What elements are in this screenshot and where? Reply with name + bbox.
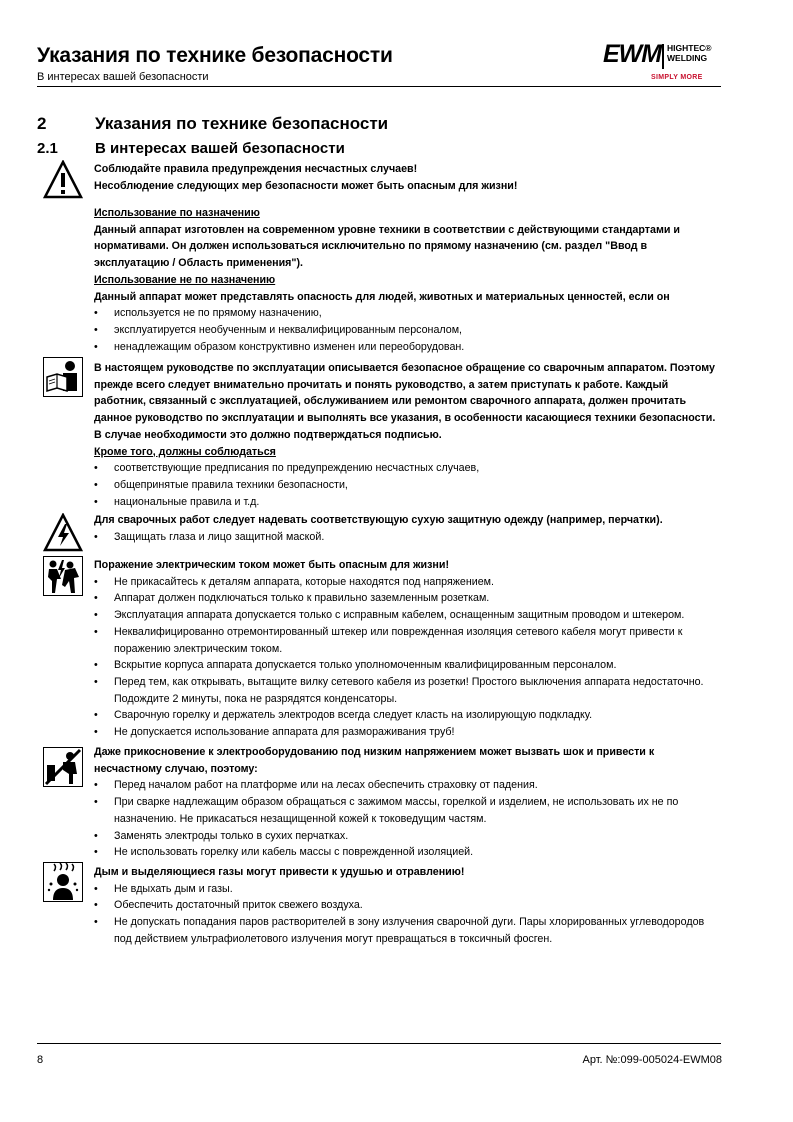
list-item-text: Не использовать горелку или кабель массы с поврежденной изоляцией. (114, 846, 474, 859)
list-item-text: соответствующие предписания по предупреждению несчастных случаев, (114, 462, 480, 475)
page-header-subtitle: В интересах вашей безопасности (37, 71, 209, 83)
list-item: • общепринятые правила техники безопасности, (94, 478, 348, 491)
list-item: • эксплуатируется необученным и неквалифицированным персоналом, (94, 323, 463, 336)
intro-line-2: Несоблюдение следующих мер безопасности может быть опасным для жизни! (94, 179, 518, 192)
ewm-logo (603, 38, 723, 86)
logo-hightec-welding (667, 43, 712, 63)
list-item: • Не вдыхать дым и газы. (94, 882, 233, 895)
usage-text: Данный аппарат изготовлен на современном уровне техники в соответствии с действующими стандартами и нормативами. Он должен использоваться исключительно по прямому назначению (см. раздел "Ввод в эксплуатацию / Область применения"). (94, 223, 680, 270)
fumes-text: Дым и выделяющиеся газы могут привести к удушью и отравлению! (94, 866, 465, 878)
list-item-text: эксплуатируется необученным и неквалифицированным персоналом, (114, 323, 463, 336)
list-item: • Сварочную горелку и держатель электродов всегда следует класть на изолирующую подкладку. (94, 709, 593, 722)
footer-divider (37, 1043, 721, 1044)
list-item: • Защищать глаза и лицо защитной маской. (94, 530, 325, 543)
list-item-text: Не допускать попадания паров растворителей в зону излучения сварочной дуги. Пары хлорированных углеводородов под действием ультрафиолетового излучения могут превращаться в токсичный фосген. (114, 916, 705, 945)
clothing-text: Для сварочных работ следует надевать соответствующую сухую защитную одежду (например, перчатки). (94, 514, 663, 526)
list-item-text: При сварке надлежащим образом обращаться с зажимом массы, горелкой и изделием, не использовать их не по назначению. Не прикасаться незащищенной кожей к токоведущим частям. (114, 796, 679, 825)
page-number: 8 (37, 1054, 44, 1066)
logo-line2: WELDING (667, 53, 708, 63)
list-item: • Не допускать попадания паров растворителей в зону излучения сварочной дуги. Пары хлорированных углеводородов под действием ультрафиолетового излучения могут превращаться в токсичный фосген. (94, 916, 705, 945)
manual-block (94, 360, 722, 510)
list-item-text: национальные правила и т.д. (114, 495, 260, 508)
list-item-text: Перед тем, как открывать, вытащите вилку сетевого кабеля из розетки! Простого выключения аппарата недостаточно. Подождите 2 минуты, пока не разрядятся конденсаторы. (114, 675, 704, 705)
electric-contact-hazard-icon (43, 747, 83, 787)
list-item: • соответствующие предписания по предупреждению несчастных случаев, (94, 462, 480, 475)
list-item: • Не допускается использование аппарата для размораживания труб! (94, 726, 455, 739)
electric-hazard-icon (43, 513, 83, 553)
list-item-text: Заменять электроды только в сухих перчатках. (114, 829, 349, 842)
list-item-text: Сварочную горелку и держатель электродов всегда следует класть на изолирующую подкладку. (114, 709, 593, 722)
list-item: • ненадлежащим образом конструктивно изменен или переоборудован. (94, 340, 465, 353)
manual-text: В настоящем руководстве по эксплуатации описывается безопасное обращение со сварочным аппаратом. Поэтому прежде всего следует внимательно прочитать и понять руководство, а затем приступать к работе. Каждый работник, связанный с эксплуатацией, обслуживанием или ремонтом сварочного аппарата, должен прочитать данное руководство по эксплуатации и выполнять все указания, в особенности касающиеся техники безопасности. В случае необходимости это должно подтверждаться подписью. (94, 362, 716, 441)
intro-line-1: Соблюдайте правила предупреждения несчастных случаев! (94, 163, 418, 175)
list-item: • Обеспечить достаточный приток свежего воздуха. (94, 899, 363, 912)
low-voltage-text: Даже прикосновение к электрооборудованию под низким напряжением может вызвать шок и привести к несчастному случаю, поэтому: (94, 746, 655, 775)
read-manual-icon (43, 357, 83, 397)
section-title: Указания по технике безопасности (95, 114, 389, 133)
list-item: • Заменять электроды только в сухих перчатках. (94, 829, 349, 842)
list-item-text: Не прикасайтесь к деталям аппарата, которые находятся под напряжением. (114, 575, 494, 588)
list-item: • При сварке надлежащим образом обращаться с зажимом массы, горелкой и изделием, не использовать их не по назначению. Не прикасаться незащищенной кожей к токоведущим частям. (94, 796, 679, 825)
low-voltage-block (94, 744, 722, 861)
shock-block (94, 557, 722, 741)
list-item-text: Обеспечить достаточный приток свежего воздуха. (114, 899, 363, 912)
list-item: • Неквалифицированно отремонтированный штекер или поврежденная изоляция сетевого кабеля могут привести к поражению электрическим током. (94, 625, 683, 655)
list-item: • используется не по прямому назначению, (94, 307, 322, 320)
header-divider (37, 86, 721, 87)
list-item: • Вскрытие корпуса аппарата допускается только уполномоченным квалифицированным персоналом. (94, 659, 617, 672)
list-item-text: Эксплуатация аппарата допускается только с исправным кабелем, оснащенным защитным проводом и штекером. (114, 609, 685, 622)
list-item-text: используется не по прямому назначению, (114, 307, 322, 320)
list-item: • национальные правила и т.д. (94, 495, 260, 508)
warning-triangle-icon (43, 160, 83, 200)
logo-line1: HIGHTEC® (667, 43, 712, 53)
page-header-title: Указания по технике безопасности (37, 44, 393, 67)
manual-also: Кроме того, должны соблюдаться (94, 445, 276, 458)
subsection-number: 2.1 (37, 140, 58, 157)
list-item: • Аппарат должен подключаться только к правильно заземленным розеткам. (94, 592, 490, 605)
clothing-block (94, 512, 722, 545)
section-number: 2 (37, 114, 47, 133)
list-item: • Эксплуатация аппарата допускается только с исправным кабелем, оснащенным защитным проводом и штекером. (94, 609, 685, 622)
electric-shock-icon (43, 556, 83, 596)
misuse-text: Данный аппарат может представлять опасность для людей, животных и материальных ценностей, если он (94, 290, 670, 303)
usage-heading: Использование по назначению (94, 207, 260, 219)
list-item-text: ненадлежащим образом конструктивно изменен или переоборудован. (114, 340, 465, 353)
logo-brand: EWM (603, 40, 662, 68)
list-item: • Не прикасайтесь к деталям аппарата, которые находятся под напряжением. (94, 575, 494, 588)
list-item-text: общепринятые правила техники безопасности, (114, 478, 348, 491)
fumes-block (94, 864, 722, 948)
list-item: • Не использовать горелку или кабель массы с поврежденной изоляцией. (94, 846, 474, 859)
misuse-heading: Использование не по назначению (94, 273, 276, 286)
toxic-fumes-icon (43, 862, 83, 902)
list-item-text: Защищать глаза и лицо защитной маской. (114, 530, 325, 543)
list-item: • Перед началом работ на платформе или на лесах обеспечить страховку от падения. (94, 779, 538, 792)
list-item-text: Не допускается использование аппарата для размораживания труб! (114, 726, 455, 739)
intro-block (94, 161, 722, 194)
list-item-text: Неквалифицированно отремонтированный штекер или поврежденная изоляция сетевого кабеля могут привести к поражению электрическим током. (114, 625, 683, 655)
list-item: • Перед тем, как открывать, вытащите вилку сетевого кабеля из розетки! Простого выключения аппарата недостаточно. Подождите 2 минуты, пока не разрядятся конденсаторы. (94, 675, 704, 705)
subsection-title: В интересах вашей безопасности (95, 140, 345, 157)
list-item-text: Вскрытие корпуса аппарата допускается только уполномоченным квалифицированным персоналом. (114, 659, 617, 672)
list-item-text: Аппарат должен подключаться только к правильно заземленным розеткам. (114, 592, 490, 605)
article-number: Арт. №:099-005024-EWM08 (582, 1054, 722, 1066)
usage-block (94, 205, 722, 355)
shock-text: Поражение электрическим током может быть опасным для жизни! (94, 559, 449, 571)
logo-tagline: SIMPLY MORE (651, 74, 703, 81)
list-item-text: Перед началом работ на платформе или на лесах обеспечить страховку от падения. (114, 779, 538, 792)
list-item-text: Не вдыхать дым и газы. (114, 882, 233, 895)
logo-divider (662, 44, 664, 69)
